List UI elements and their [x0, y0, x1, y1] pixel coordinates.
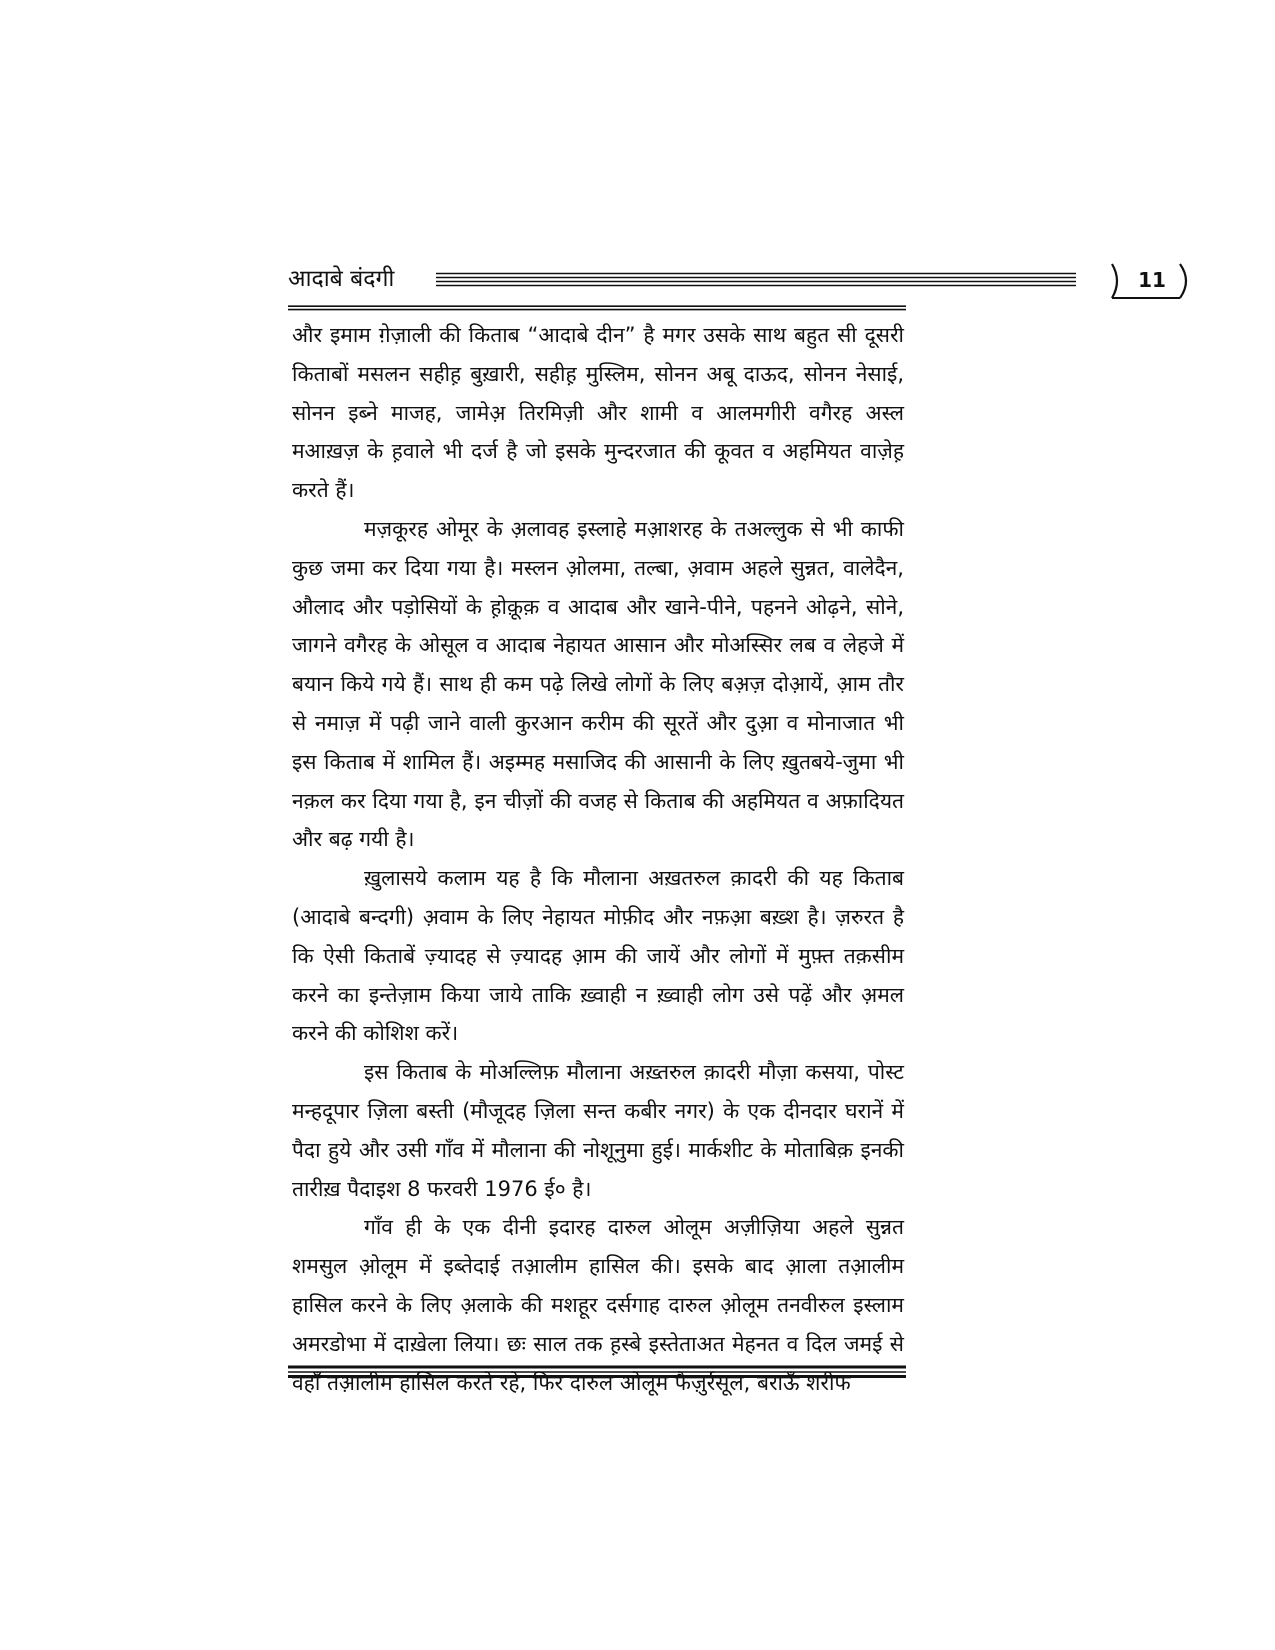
paragraph-3: ख़ुलासये कलाम यह है कि मौलाना अख़तरुल क़ादरी की यह किताब (आदाबे बन्दगी) अ़वाम के लिए नेहायत मोफ़ीद और नफ़अ़ा बख़्श है। ज़रुरत है कि ऐसी किताबें ज़्यादह से ज़्यादह अ़ाम की जायें और लोगों में मुफ़्त तक़सीम करने का इन्तेज़ाम किया जाये ताकि ख़्वाही न ख़्वाही लोग उसे पढ़ें और अ़मल करने की कोशिश करें।: [292, 866, 904, 1046]
page-number: 11: [1138, 268, 1166, 292]
header-rule-lines-graphic: [436, 272, 1076, 288]
page-number-box: [1110, 262, 1194, 300]
footer-rule-lines: [288, 1365, 906, 1379]
paragraph-5: गाँव ही के एक दीनी इदारह दारुल ओलूम अज़ीज़िया अहले सुन्नत शमसुल ओ़लूम में इब्तेदाई तअ़ालीम हासिल की। इसके बाद अ़ाला तअ़ालीम हासिल करने के लिए अ़लाके की मशहूर दर्सगाह दारुल ओ़लूम तनवीरुल इस्लाम अमरडोभा में दाख़ेला लिया। छः साल तक ह़स्बे इस्तेताअत मेहनत व दिल जमई से वहाँ तअ़ालीम हासिल करते रहे, फिर दारुल ओलूम फैज़ुर्रसूल, बराऊँ शरीफ: [292, 1215, 904, 1395]
header-rule-lines: [436, 272, 1102, 288]
paragraph-1: और इमाम ग़ेज़ाली की किताब “आदाबे दीन” है मगर उसके साथ बहुत सी दूसरी किताबों मसलन सहीह़ बुख़ारी, सहीह़ मुस्लिम, सोनन अबू दाऊद, सोनन नेसाई, सोनन इब्ने माजह, जामेअ़ तिरमिज़ी और शामी व आलमगीरी वगैरह अस्ल मआख़ज़ के ह़वाले भी दर्ज है जो इसके मुन्दरजात की कूवत व अहमियत वाज़ेह़ करते हैं।: [292, 323, 904, 503]
running-title: आदाबे बंदगी: [288, 266, 395, 292]
paragraph-4: इस किताब के मोअल्लिफ़ मौलाना अख़्तरुल क़ादरी मौज़ा कसया, पोस्ट मन्हदूपार ज़िला बस्ती (मौजूदह ज़िला सन्त कबीर नगर) के एक दीनदार घरानें में पैदा हुये और उसी गाँव में मौलाना की नोशूनुमा हुई। मार्कशीट के मोताबिक़ इनकी तारीख़ पैदाइश 8 फरवरी 1976 ई० है।: [292, 1060, 904, 1201]
paragraph-2: मज़कूरह ओमूर के अ़लावह इस्लाहे मआ़शरह के तअल्लुक से भी काफी कुछ जमा कर दिया गया है। मस्लन ओ़लमा, तल्बा, अ़वाम अहले सुन्नत, वालेदैन, औलाद और पड़ोसियों के ह़ोक़ूक़ व आदाब और खाने-पीने, पहनने ओढ़ने, सोने, जागने वगैरह के ओसूल व आदाब नेहायत आसान और मोअस्सिर लब व लेहजे में बयान किये गये हैं। साथ ही कम पढ़े लिखे लोगों के लिए बअ़ज़ दोआ़यें, अ़ाम तौर से नमाज़ में पढ़ी जाने वाली कुरआन करीम की सूरतें और दुआ़ व मोनाजात भी इस किताब में शामिल हैं। अइम्मह मसाजिद की आसानी के लिए ख़ुतबये-जुमा भी नक़ल कर दिया गया है, इन चीज़ों की वजह से किताब की अहमियत व अफ़ादियत और बढ़ गयी है।: [292, 516, 904, 852]
page-header: [288, 262, 1166, 306]
header-underline: [288, 305, 906, 311]
body-text: [292, 316, 904, 1402]
